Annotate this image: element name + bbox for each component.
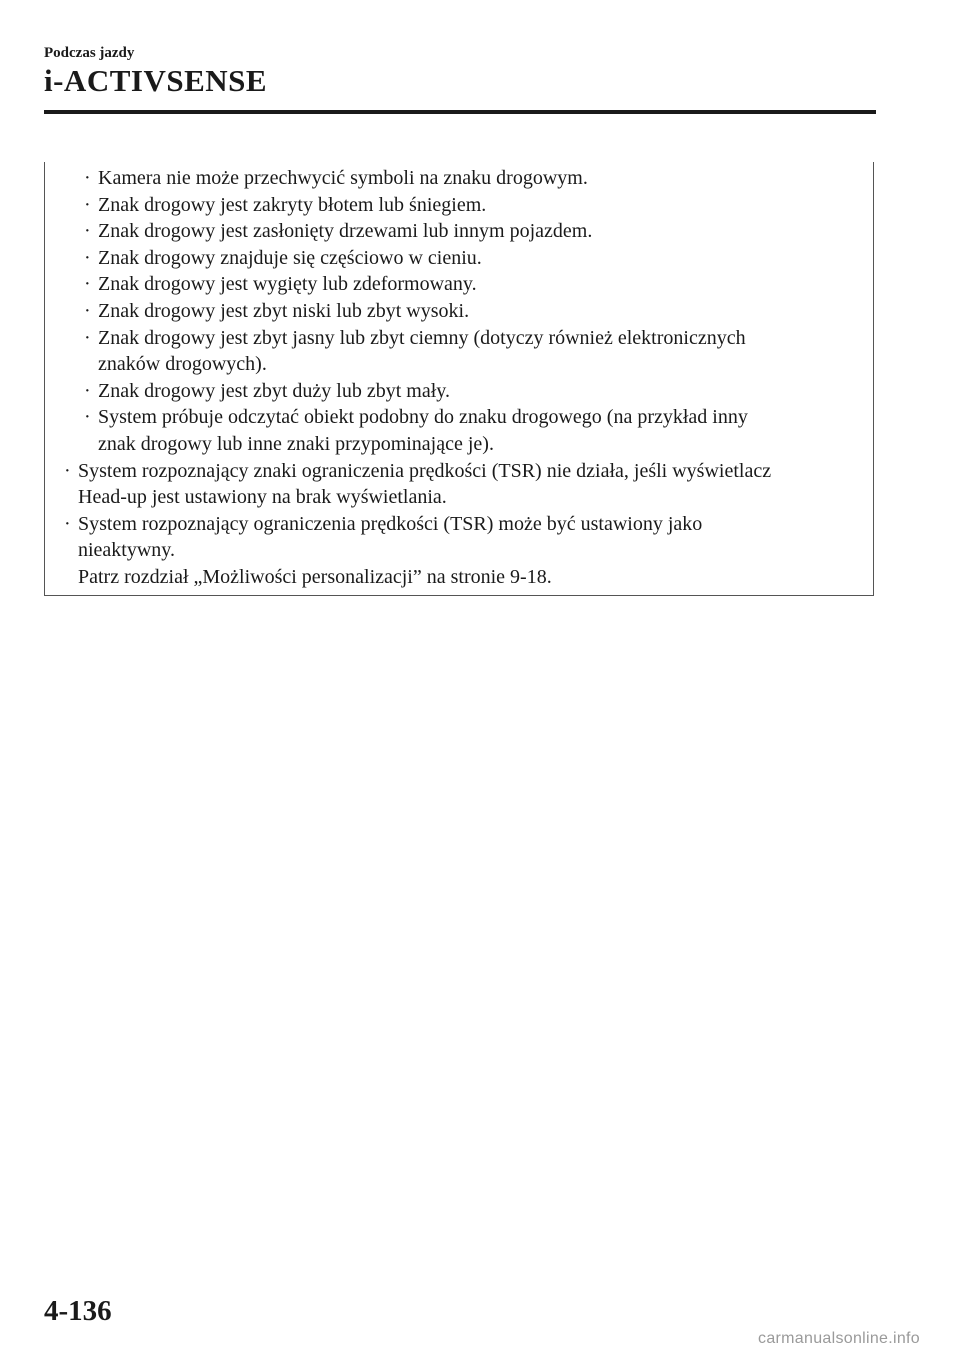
list-item-text: System rozpoznający ograniczenia prędkości (TSR) może być ustawiony jako xyxy=(78,512,703,535)
watermark: carmanualsonline.info xyxy=(758,1330,920,1347)
bullet: · xyxy=(84,220,91,243)
notes-list xyxy=(45,165,873,591)
list-item xyxy=(45,165,873,192)
header-rule xyxy=(44,110,876,114)
list-item-text: System rozpoznający znaki ograniczenia prędkości (TSR) nie działa, jeśli wyświetlacz xyxy=(78,459,772,482)
list-item xyxy=(45,245,873,272)
bullet: · xyxy=(84,193,91,216)
list-item xyxy=(45,511,873,538)
list-item-continuation xyxy=(45,484,873,511)
list-item xyxy=(45,218,873,245)
list-item-text: Znak drogowy jest zbyt duży lub zbyt mały. xyxy=(98,379,450,402)
bullet: · xyxy=(84,167,91,189)
list-item xyxy=(45,404,873,431)
list-item xyxy=(45,458,873,485)
bullet: · xyxy=(64,459,71,482)
notes-box xyxy=(44,162,874,596)
list-item-text: znaków drogowych). xyxy=(98,353,267,376)
bullet: · xyxy=(64,512,71,535)
chapter-title: i-ACTIVSENSE xyxy=(44,63,268,98)
bullet: · xyxy=(84,299,91,322)
list-item-continuation xyxy=(45,431,873,458)
list-item xyxy=(45,325,873,352)
list-item xyxy=(45,378,873,405)
bullet: · xyxy=(84,246,91,269)
list-item-text: Kamera nie może przechwycić symboli na znaku drogowym. xyxy=(98,167,588,189)
bullet: · xyxy=(84,406,91,429)
section-label: Podczas jazdy xyxy=(44,45,135,61)
list-item-text: Head-up jest ustawiony na brak wyświetlania. xyxy=(78,486,447,509)
list-item-text: Znak drogowy jest zasłonięty drzewami lub innym pojazdem. xyxy=(98,220,593,243)
bullet: · xyxy=(84,326,91,349)
list-item-text: znak drogowy lub inne znaki przypominające je). xyxy=(98,432,494,455)
list-item-text: System próbuje odczytać obiekt podobny do znaku drogowego (na przykład inny xyxy=(98,406,748,429)
list-item-continuation xyxy=(45,351,873,378)
bullet: · xyxy=(84,379,91,402)
list-item xyxy=(45,192,873,219)
list-item-text: nieaktywny. xyxy=(78,539,176,562)
page-number: 4-136 xyxy=(44,1295,112,1327)
bullet: · xyxy=(84,273,91,296)
list-item xyxy=(45,298,873,325)
list-item-continuation xyxy=(45,537,873,564)
list-item-text: Znak drogowy jest zbyt jasny lub zbyt ciemny (dotyczy również elektronicznych xyxy=(98,326,746,349)
list-item xyxy=(45,271,873,298)
list-item-text: Znak drogowy jest zakryty błotem lub śniegiem. xyxy=(98,193,487,216)
reference-link[interactable]: Patrz rozdział „Możliwości personalizacji” na stronie 9-18. xyxy=(78,565,552,588)
list-item-text: Znak drogowy jest zbyt niski lub zbyt wysoki. xyxy=(98,299,470,322)
list-item-text: Znak drogowy jest wygięty lub zdeformowany. xyxy=(98,273,477,296)
list-item-text: Znak drogowy znajduje się częściowo w cieniu. xyxy=(98,246,482,269)
